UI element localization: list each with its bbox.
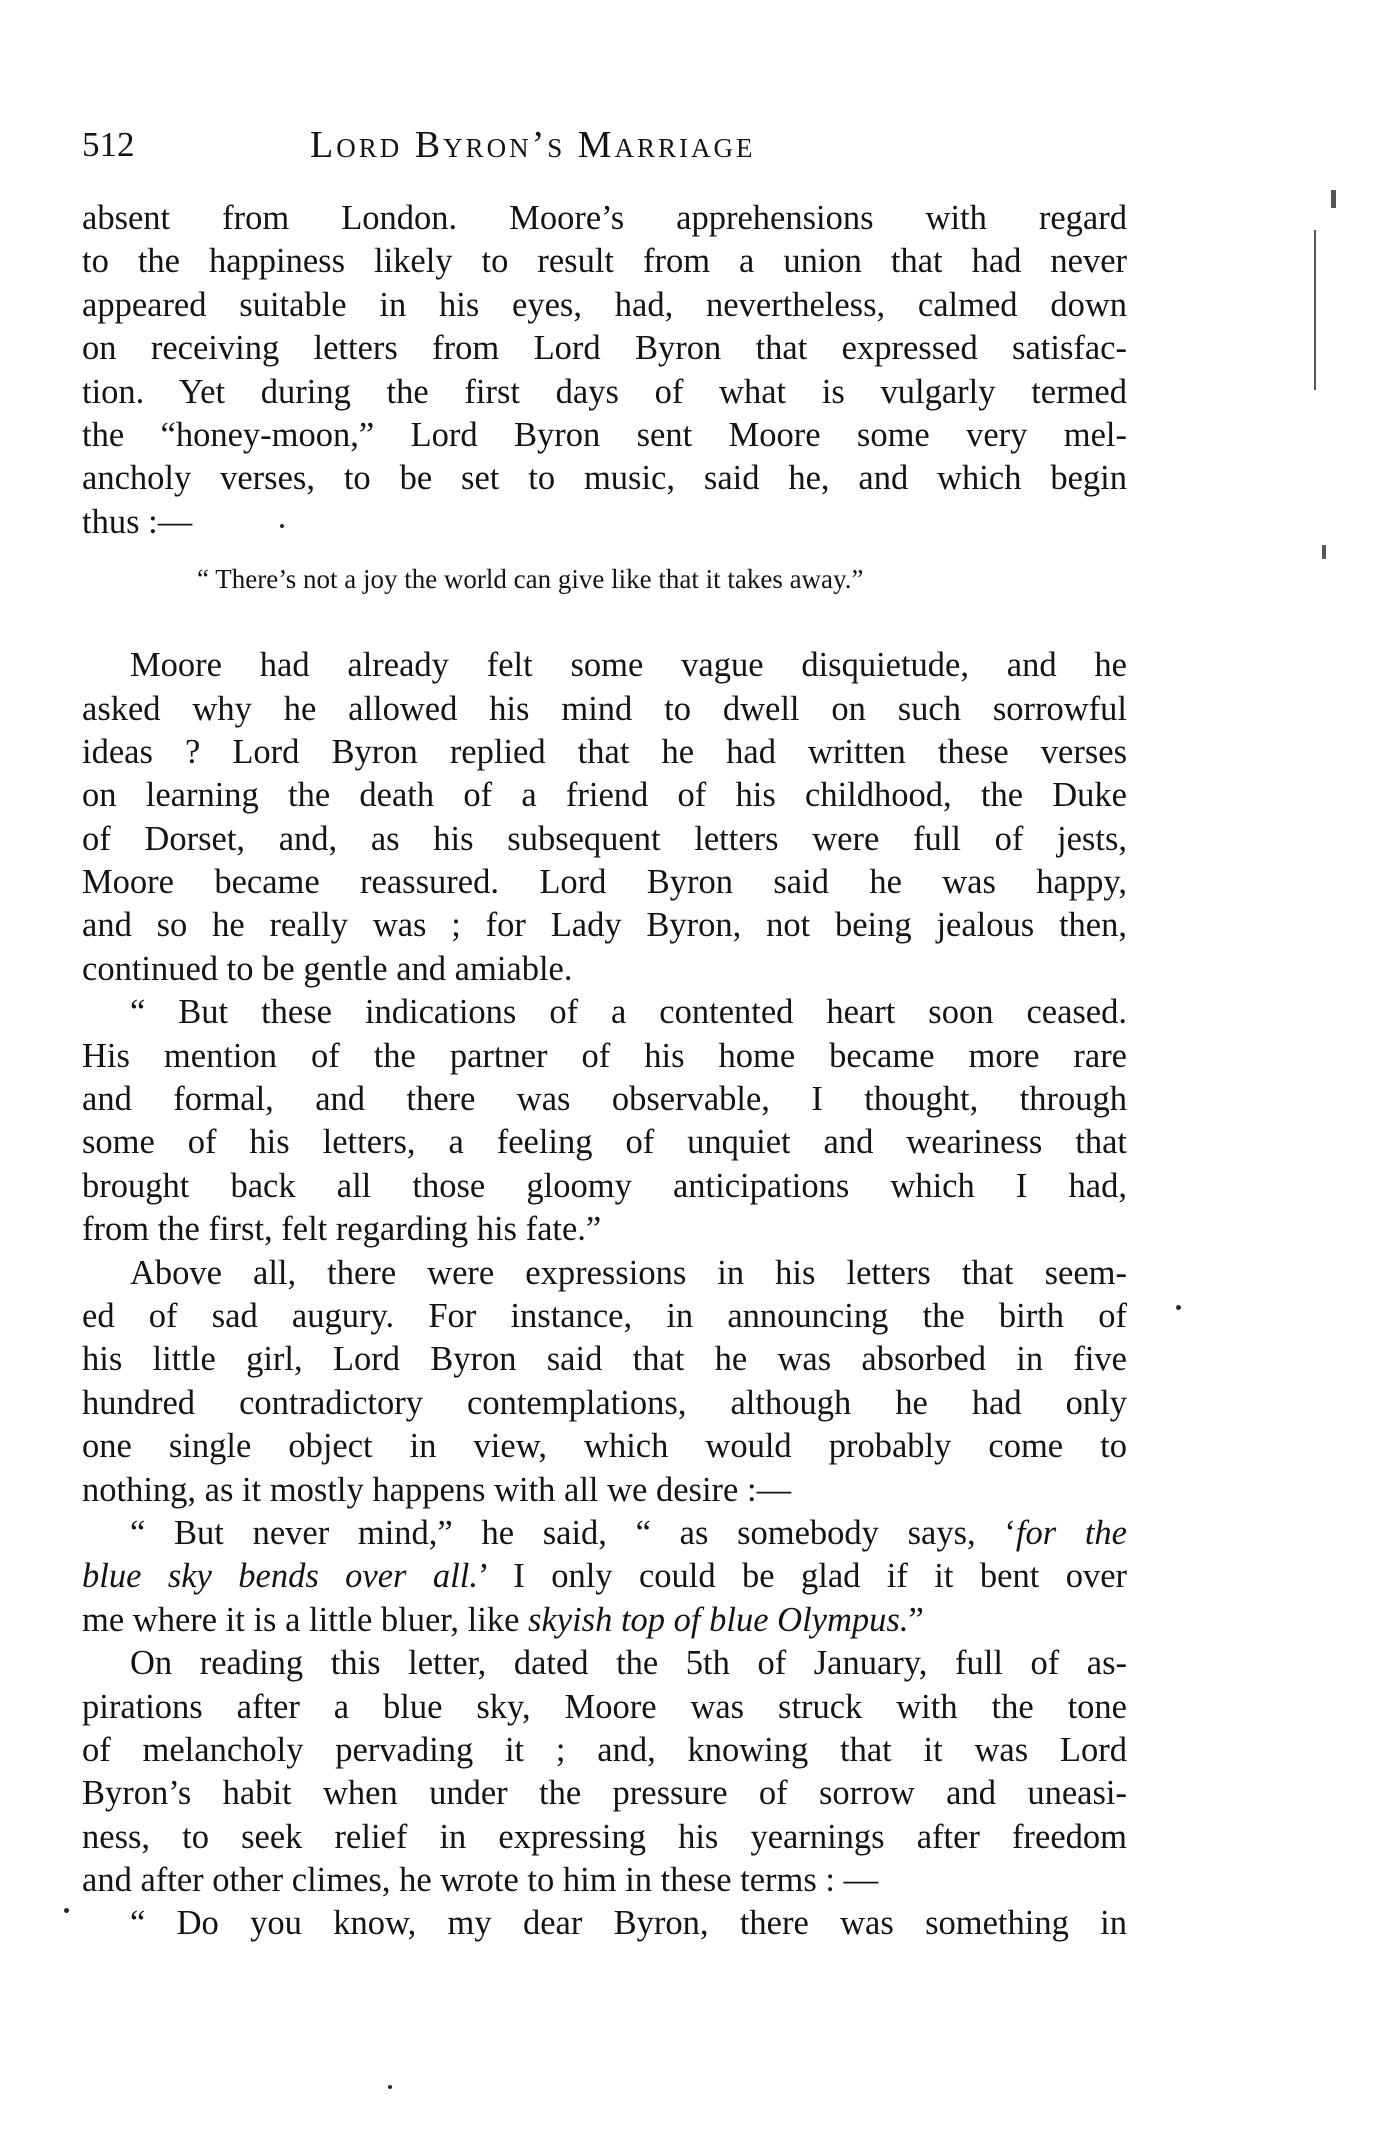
text-fragment: me where it is a little bluer, like — [82, 1600, 529, 1639]
page-number: 512 — [82, 125, 135, 164]
text-line: pirations after a blue sky, Moore was struck with the tone — [82, 1687, 1127, 1726]
text-line: thus :— — [82, 502, 193, 541]
text-line: and after other climes, he wrote to him in these terms : — — [82, 1861, 879, 1900]
text-line: “ Do you know, my dear Byron, there was something in — [130, 1904, 1127, 1943]
text-line: one single object in view, which would probably come to — [82, 1427, 1127, 1466]
scan-edge-mark — [1331, 190, 1336, 208]
text-line: on learning the death of a friend of his childhood, the Duke — [82, 776, 1127, 815]
text-line: nothing, as it mostly happens with all we desire :— — [82, 1470, 792, 1509]
text-line: On reading this letter, dated the 5th of January, full of as- — [130, 1644, 1127, 1683]
text-line: absent from London. Moore’s apprehensions with regard — [82, 199, 1127, 237]
scan-edge-mark — [1322, 545, 1326, 559]
scan-speck — [64, 1908, 69, 1913]
text-line — [82, 1555, 1127, 1598]
text-line: hundred contradictory contemplations, although he had only — [82, 1383, 1127, 1422]
text-line: from the first, felt regarding his fate.” — [82, 1210, 602, 1249]
text-line: Moore had already felt some vague disquietude, and he — [130, 646, 1127, 685]
text-line: and so he really was ; for Lady Byron, not being jealous then, — [82, 906, 1127, 945]
text-line: and formal, and there was observable, I thought, through — [82, 1080, 1127, 1119]
text-line: ness, to seek relief in expressing his yearnings after freedom — [82, 1817, 1127, 1856]
text-line: brought back all those gloomy anticipations which I had, — [82, 1166, 1127, 1205]
text-line — [82, 1512, 1127, 1555]
text-fragment: ’ I only could be glad if it bent over — [477, 1557, 1127, 1596]
text-line: to the happiness likely to result from a union that had never — [82, 242, 1127, 281]
text-line: the “honey-moon,” Lord Byron sent Moore some very mel- — [82, 415, 1127, 454]
text-line: Moore became reassured. Lord Byron said he was happy, — [82, 863, 1127, 902]
text-line: Byron’s habit when under the pressure of sorrow and uneasi- — [82, 1774, 1127, 1813]
text-line: on receiving letters from Lord Byron that expressed satisfac- — [82, 329, 1127, 368]
body-text — [82, 197, 1127, 1946]
scan-speck — [1176, 1305, 1181, 1310]
running-title: Lord Byron’s Marriage — [310, 124, 756, 166]
text-line: ed of sad augury. For instance, in announcing the birth of — [82, 1296, 1127, 1335]
scan-speck — [388, 2085, 392, 2089]
text-line: of Dorset, and, as his subsequent letters were full of jests, — [82, 819, 1127, 858]
text-line: his little girl, Lord Byron said that he was absorbed in five — [82, 1340, 1127, 1379]
text-line: Above all, there were expressions in his letters that seem- — [130, 1253, 1127, 1292]
block-quote: “ There’s not a joy the world can give like that it takes away.” — [197, 564, 864, 595]
text-line: continued to be gentle and amiable. — [82, 949, 573, 988]
scan-edge-mark — [1314, 230, 1316, 390]
italic-text: for the — [1015, 1513, 1127, 1552]
text-line: some of his letters, a feeling of unquiet and weariness that — [82, 1123, 1127, 1162]
text-fragment: “ But never mind,” he said, “ as somebody says, ‘ — [130, 1513, 1016, 1552]
italic-text: blue sky bends over all. — [82, 1557, 478, 1596]
italic-text: skyish top of blue Olympus. — [528, 1600, 909, 1639]
scan-speck — [280, 524, 284, 528]
text-line: tion. Yet during the first days of what is vulgarly termed — [82, 372, 1127, 411]
text-line: His mention of the partner of his home became more rare — [82, 1036, 1127, 1075]
running-head — [82, 120, 1127, 170]
text-fragment: ” — [908, 1600, 924, 1639]
text-line: “ But these indications of a contented heart soon ceased. — [130, 993, 1127, 1032]
text-line: appeared suitable in his eyes, had, nevertheless, calmed down — [82, 285, 1127, 324]
text-line: ideas ? Lord Byron replied that he had written these verses — [82, 732, 1127, 771]
text-line: asked why he allowed his mind to dwell on such sorrowful — [82, 689, 1127, 728]
text-line: of melancholy pervading it ; and, knowing that it was Lord — [82, 1730, 1127, 1769]
text-line: ancholy verses, to be set to music, said he, and which begin — [82, 459, 1127, 498]
text-line — [82, 1599, 1127, 1642]
